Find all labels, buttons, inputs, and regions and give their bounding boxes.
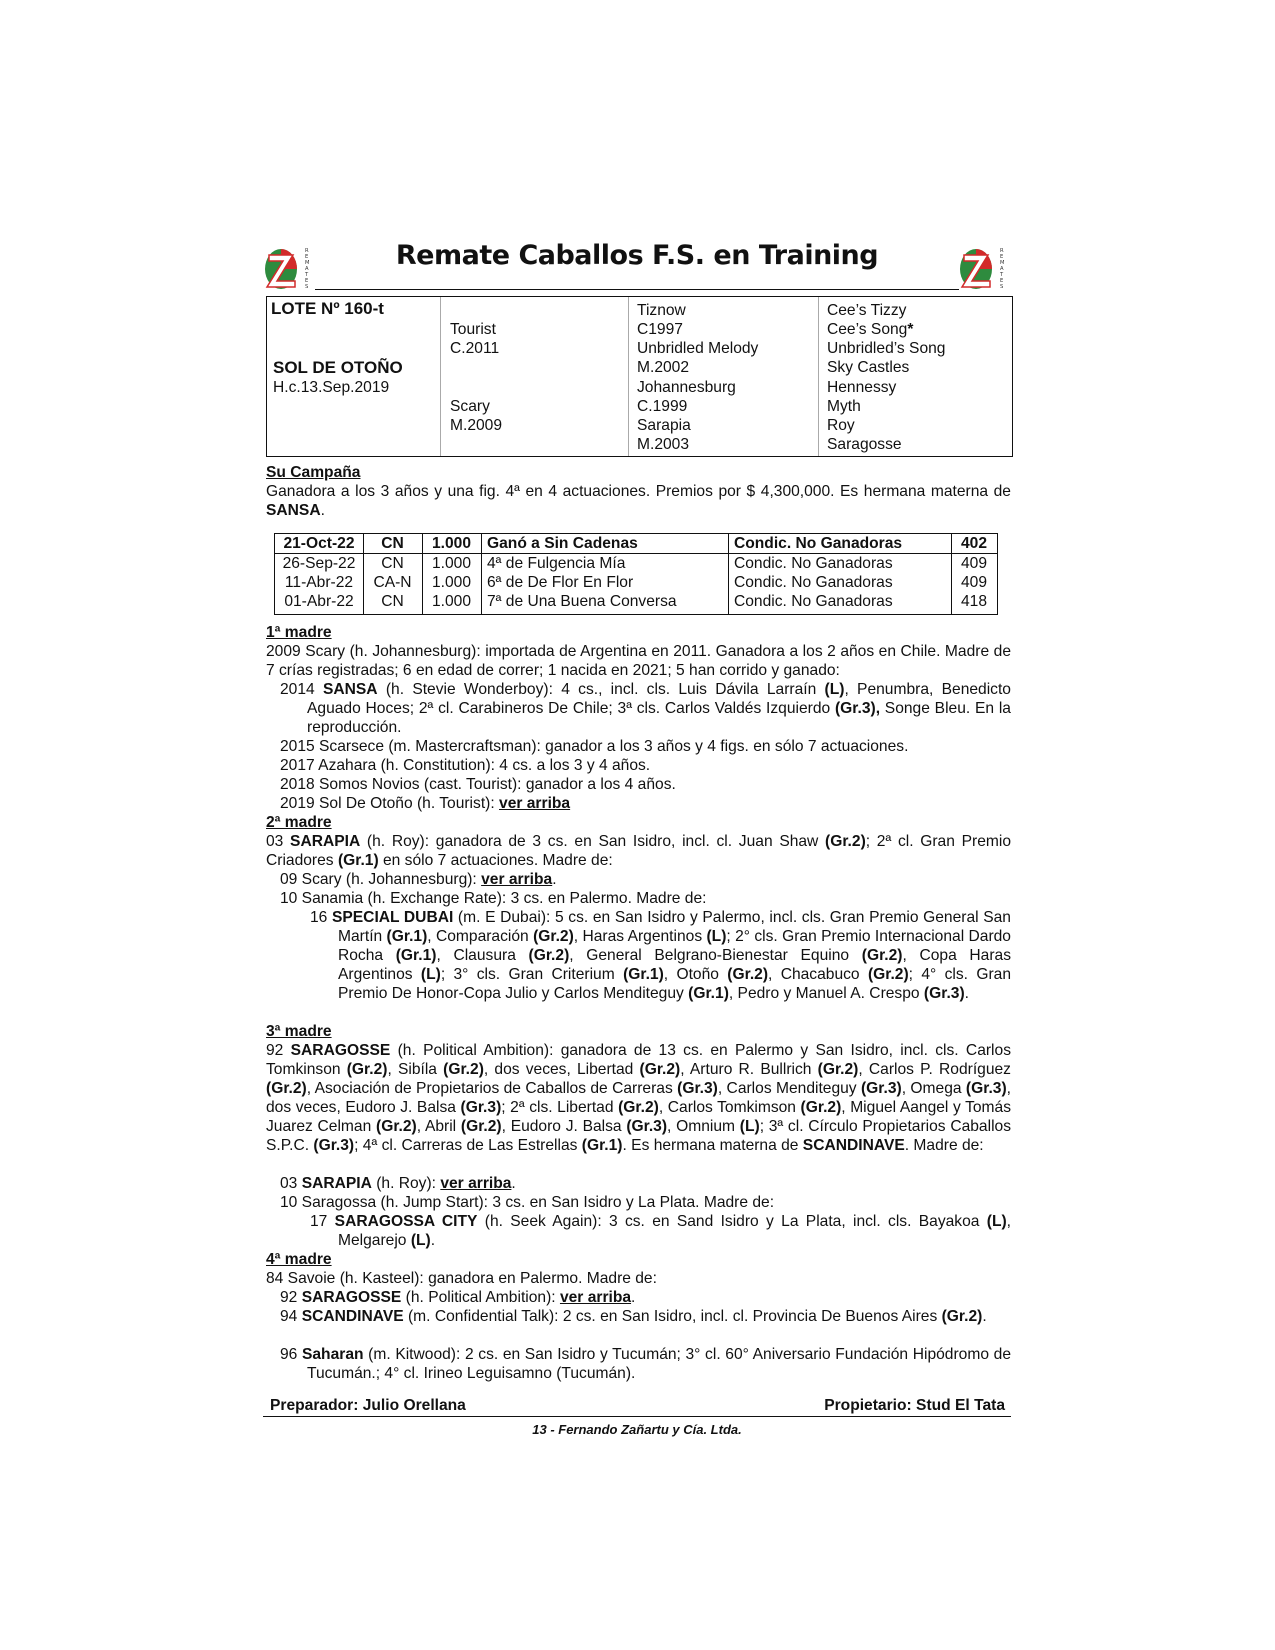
first-dam-heading: 1ª madre: [266, 624, 332, 641]
svg-text:A: A: [305, 266, 309, 272]
title-divider: [315, 289, 959, 290]
produce-entry: 96 Saharan (m. Kitwood): 2 cs. en San Isidro y Tucumán; 3° cl. 60° Aniversario Fundación Hipódromo de Tucumán.; 4° cl. Irineo Leguisamno (Tucumán).: [280, 1346, 1011, 1382]
gen3-entry: Unbridled’s Song: [827, 340, 946, 357]
race-row: 01-Abr-22 CN 1.000 7ª de Una Buena Conversa Condic. No Ganadoras 418: [284, 593, 988, 610]
sire-name: Tourist: [450, 321, 496, 338]
zj-remates-logo-left: [263, 245, 315, 291]
gen2-entry: C1997: [637, 321, 683, 338]
pedigree-divider: [440, 297, 441, 456]
dam-name: Scary: [450, 398, 490, 415]
fourth-dam-heading: 4ª madre: [266, 1251, 332, 1268]
race-row: 11-Abr-22 CA-N 1.000 6ª de De Flor En Flor Condic. No Ganadoras 409: [284, 574, 988, 591]
campaign-heading: Su Campaña: [266, 464, 361, 481]
svg-text:E: E: [305, 278, 309, 284]
gen3-entry: Cee’s Song*: [827, 321, 914, 338]
produce-entry: 10 Sanamia (h. Exchange Rate): 3 cs. en Palermo. Madre de:: [280, 890, 707, 907]
lote-number: LOTE Nº 160-t: [271, 299, 384, 318]
produce-entry: 92 SARAGOSSE (h. Political Ambition): ver arriba.: [280, 1289, 636, 1306]
gen3-entry: Sky Castles: [827, 359, 910, 376]
race-row: 26-Sep-22 CN 1.000 4ª de Fulgencia Mía Condic. No Ganadoras 409: [282, 555, 988, 572]
svg-text:T: T: [305, 272, 309, 278]
produce-entry: 2017 Azahara (h. Constitution): 4 cs. a los 3 y 4 años.: [280, 757, 651, 774]
produce-entry: 03 SARAPIA (h. Roy): ver arriba.: [280, 1175, 516, 1192]
gen2-entry: Unbridled Melody: [637, 340, 759, 357]
svg-text:M: M: [1000, 260, 1005, 266]
owner-label: Propietario: Stud El Tata: [824, 1397, 1005, 1414]
fourth-dam-intro: 84 Savoie (h. Kasteel): ganadora en Palermo. Madre de:: [266, 1270, 657, 1287]
produce-entry: 2018 Somos Novios (cast. Tourist): ganador a los 4 años.: [280, 776, 676, 793]
second-dam-intro: 03 SARAPIA (h. Roy): ganadora de 3 cs. en San Isidro, incl. cl. Juan Shaw (Gr.2); 2ª cl. Gran Premio Criadores (Gr.1) en sólo 7 actuaciones. Madre de:: [266, 833, 1011, 869]
produce-entry: 2015 Scarsece (m. Mastercraftsman): ganador a los 3 años y 4 figs. en sólo 7 actuaciones.: [280, 738, 909, 755]
svg-text:R: R: [1000, 248, 1004, 254]
gen2-entry: M.2003: [637, 436, 690, 453]
second-dam-heading: 2ª madre: [266, 814, 332, 831]
third-dam-intro: 92 SARAGOSSE (h. Political Ambition): ganadora de 13 cs. en Palermo y San Isidro, incl. cls. Carlos Tomkinson (Gr.2), Sibíla (Gr.2), dos veces, Libertad (Gr.2), Arturo R. Bullrich (Gr.2), Carlos P. Rodríguez (Gr.2), Asociación de Propietarios de Caballos de Carreras (Gr.3), Carlos Menditeguy (Gr.3), Omega (Gr.3), dos veces, Eudoro J. Balsa (Gr.3); 2ª cls. Libertad (Gr.2), Carlos Tomkimson (Gr.2), Miguel Aangel y Tomás Juarez Celman (Gr.2), Abril (Gr.2), Eudoro J. Balsa (Gr.3), Omnium (L); 3ª cl. Círculo Propietarios Caballos S.P.C. (Gr.3); 4ª cl. Carreras de Las Estrellas (Gr.1). Es hermana materna de SCANDINAVE. Madre de:: [266, 1042, 1011, 1154]
gen3-entry: Hennessy: [827, 379, 897, 396]
svg-text:A: A: [1000, 266, 1004, 272]
page-footer: 13 - Fernando Zañartu y Cía. Ltda.: [532, 1422, 742, 1437]
produce-entry: 2019 Sol De Otoño (h. Tourist): ver arriba: [280, 795, 571, 812]
gen3-entry: Cee’s Tizzy: [827, 302, 907, 319]
produce-entry: 2014 SANSA (h. Stevie Wonderboy): 4 cs., incl. cls. Luis Dávila Larraín (L), Penumbra, Benedicto Aguado Hoces; 2ª cl. Carabineros De Chile; 3ª cls. Carlos Valdés Izquierdo (Gr.3), Songe Bleu. En la reproducción.: [280, 681, 1011, 736]
produce-entry: 10 Saragossa (h. Jump Start): 3 cs. en San Isidro y La Plata. Madre de:: [280, 1194, 775, 1211]
gen2-entry: Tiznow: [637, 302, 686, 319]
gen2-entry: Johannesburg: [637, 379, 736, 396]
gen2-entry: M.2002: [637, 359, 690, 376]
gen2-entry: Sarapia: [637, 417, 691, 434]
first-dam-intro: 2009 Scary (h. Johannesburg): importada de Argentina en 2011. Ganadora a los 2 años en Chile. Madre de 7 crías registradas; 6 en edad de correr; 1 nacida en 2021; 5 han corrido y ganado:: [266, 643, 1011, 679]
pedigree-divider: [628, 297, 629, 456]
third-dam-heading: 3ª madre: [266, 1023, 332, 1040]
svg-text:E: E: [1000, 278, 1004, 284]
produce-entry: 17 SARAGOSSA CITY (h. Seek Again): 3 cs. en Sand Isidro y La Plata, incl. cls. Bayakoa (L), Melgarejo (L).: [310, 1213, 1012, 1249]
produce-entry: 94 SCANDINAVE (m. Confidential Talk): 2 cs. en San Isidro, incl. cl. Provincia De Buenos Aires (Gr.2).: [280, 1308, 987, 1325]
svg-text:S: S: [305, 284, 309, 290]
svg-text:T: T: [1000, 272, 1004, 278]
svg-text:E: E: [1000, 254, 1004, 260]
produce-entry: 16 SPECIAL DUBAI (m. E Dubai): 5 cs. en San Isidro y Palermo, incl. cls. Gran Premio General San Martín (Gr.1), Comparación (Gr.2), Haras Argentinos (L); 2° cls. Gran Premio Internacional Dardo Rocha (Gr.1), Clausura (Gr.2), General Belgrano-Bienestar Equino (Gr.2), Copa Haras Argentinos (L); 3° cls. Gran Criterium (Gr.1), Otoño (Gr.2), Chacabuco (Gr.2); 4° cls. Gran Premio De Honor-Copa Julio y Carlos Menditeguy (Gr.1), Pedro y Manuel A. Crespo (Gr.3).: [310, 909, 1012, 1002]
svg-text:S: S: [1000, 284, 1004, 290]
campaign-summary: Ganadora a los 3 años y una fig. 4ª en 4 actuaciones. Premios por $ 4,300,000. Es hermana materna de SANSA.: [266, 483, 1011, 519]
zj-remates-logo-right: [958, 245, 1010, 291]
gen3-entry: Saragosse: [827, 436, 902, 453]
dam-info: M.2009: [450, 417, 503, 434]
star-mark: *: [907, 321, 914, 338]
trainer-label: Preparador: Julio Orellana: [270, 1397, 466, 1414]
race-table: [274, 533, 998, 615]
gen3-entry: Roy: [827, 417, 855, 434]
produce-entry: 09 Scary (h. Johannesburg): ver arriba.: [280, 871, 557, 888]
gen3-entry: Myth: [827, 398, 861, 415]
race-row: 21-Oct-22 CN 1.000 Ganó a Sin Cadenas Condic. No Ganadoras 402: [283, 535, 988, 552]
svg-text:R: R: [305, 248, 309, 254]
pedigree-box: [266, 296, 1013, 457]
gen2-entry: C.1999: [637, 398, 688, 415]
horse-name: SOL DE OTOÑO: [273, 358, 403, 377]
footer-divider: [263, 1416, 1011, 1417]
sire-info: C.2011: [450, 340, 500, 357]
svg-text:E: E: [305, 254, 309, 260]
horse-info: H.c.13.Sep.2019: [273, 379, 390, 396]
svg-text:M: M: [305, 260, 310, 266]
document-title: Remate Caballos F.S. en Training: [395, 240, 879, 271]
pedigree-divider: [818, 297, 819, 456]
